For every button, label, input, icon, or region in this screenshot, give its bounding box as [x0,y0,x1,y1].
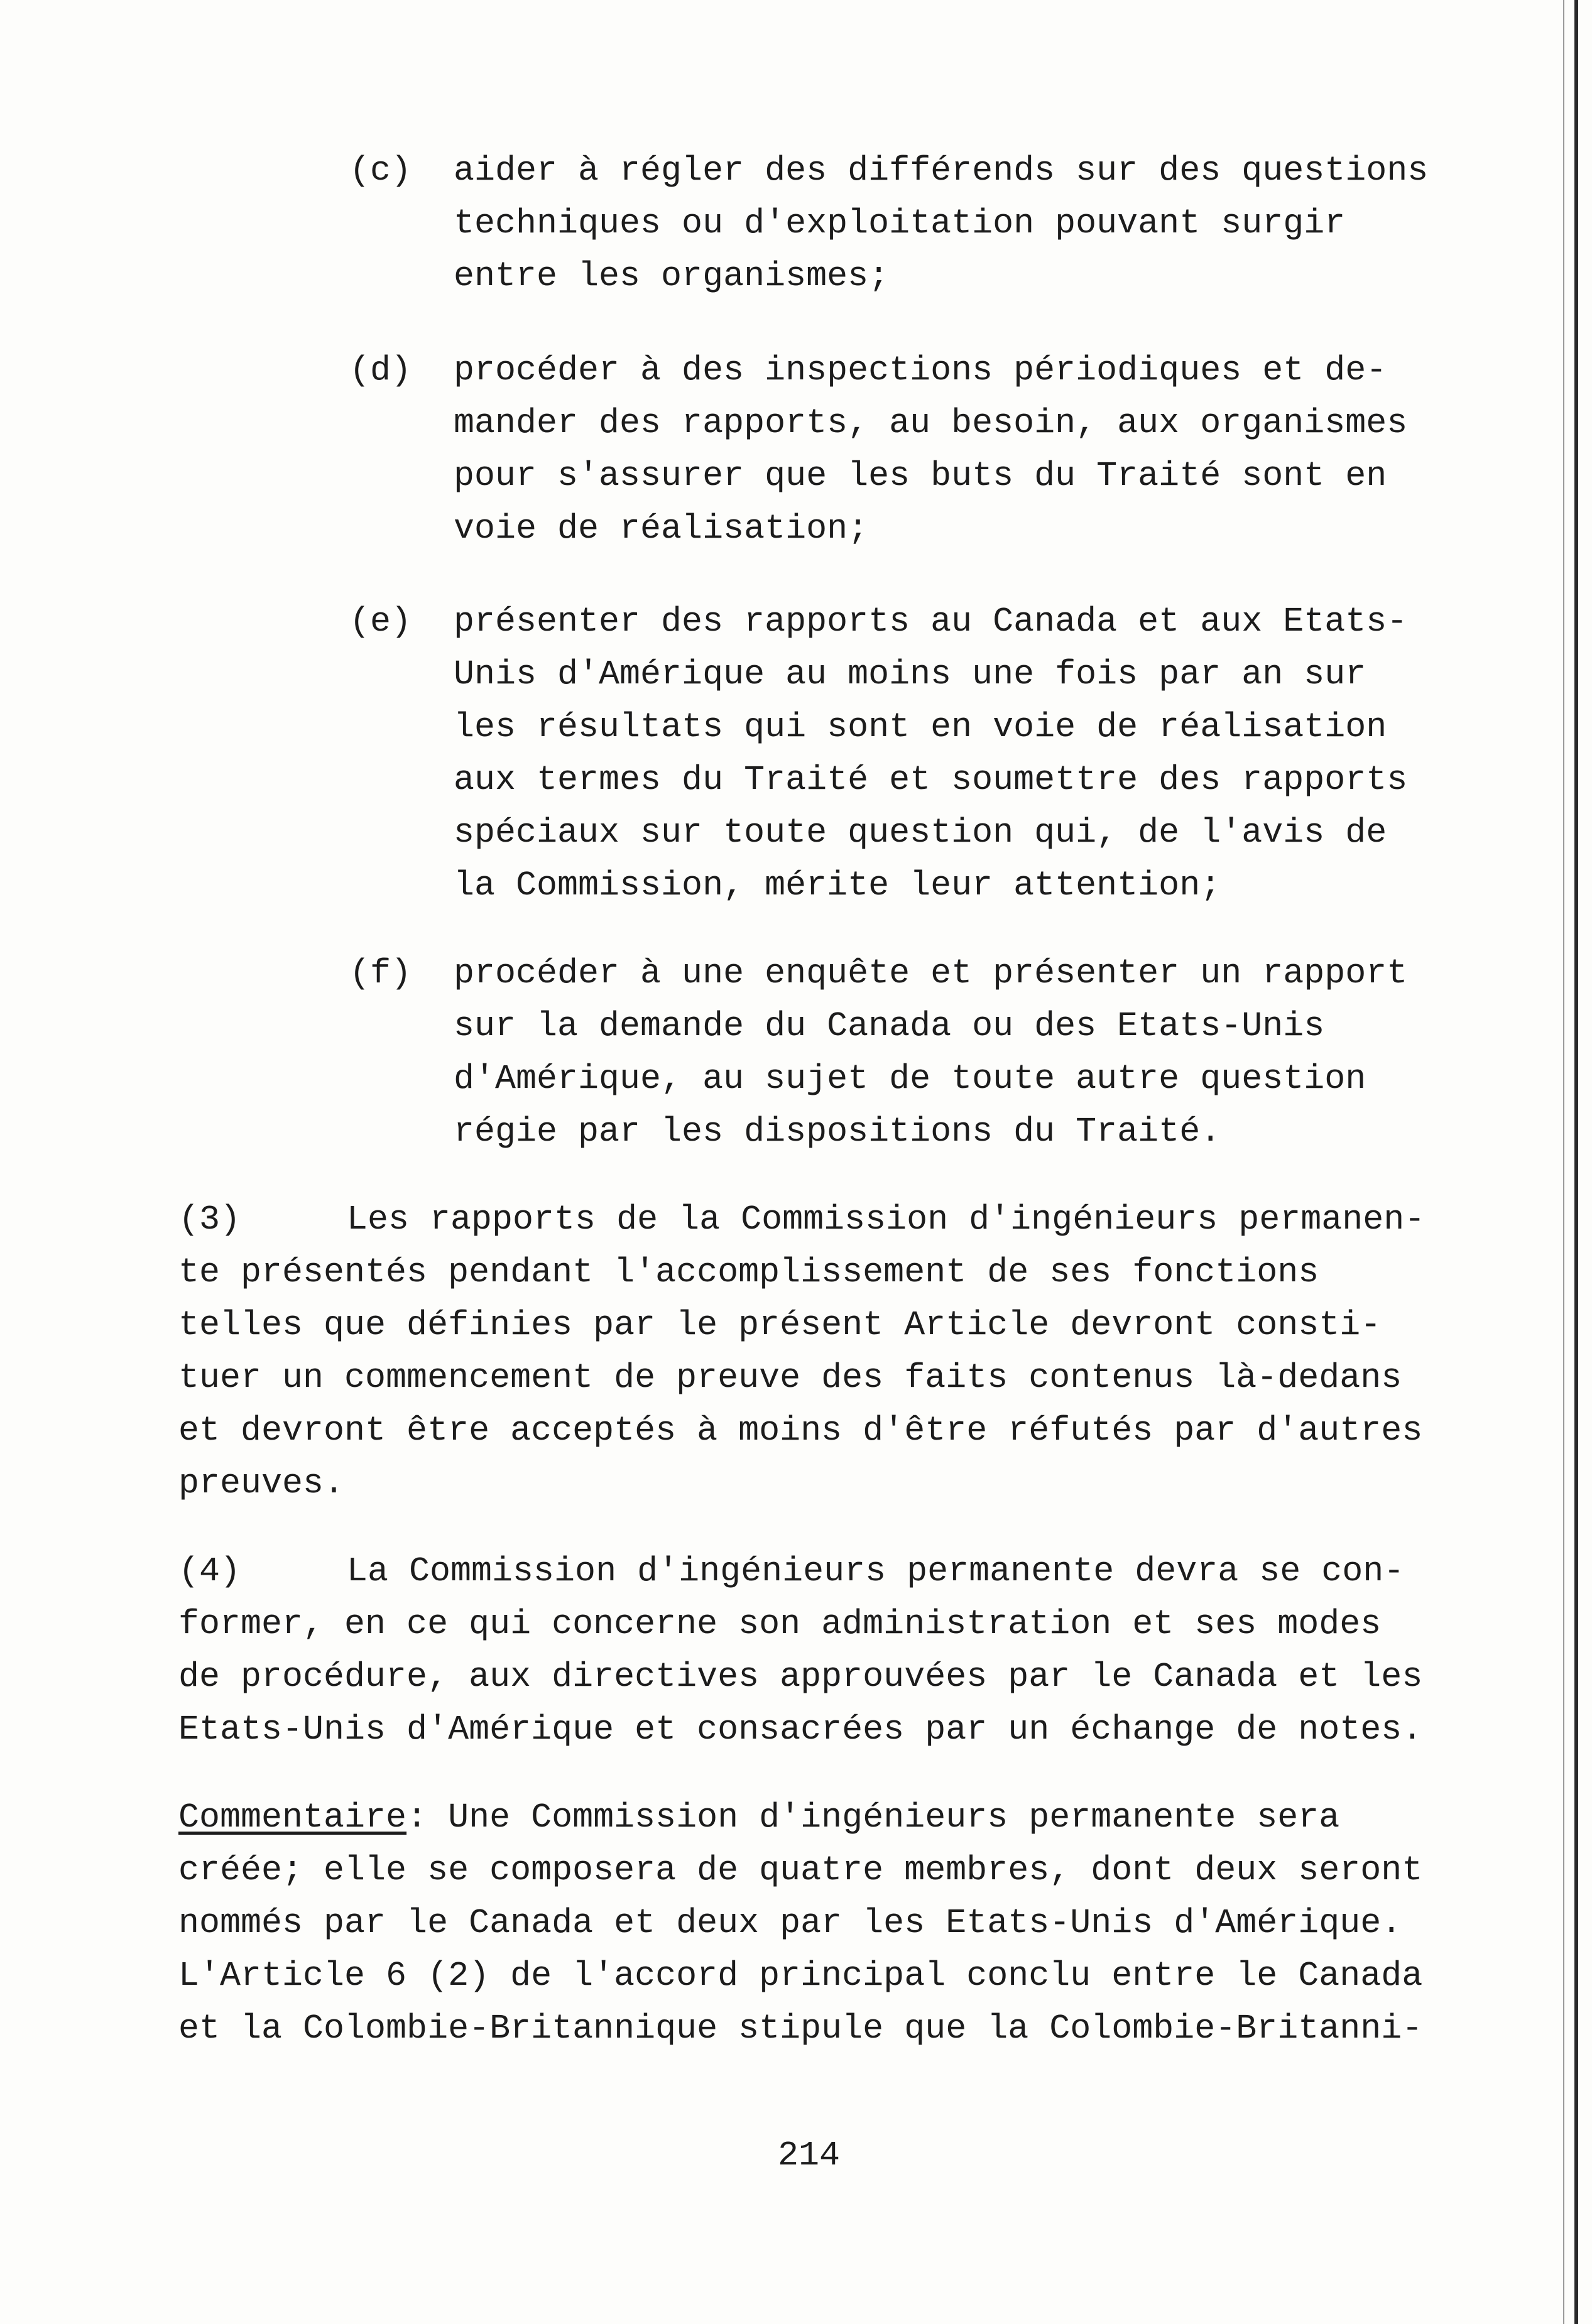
paragraph-3-line-4: tuer un commencement de preuve des faits contenus là-dedans [178,1358,1402,1398]
item-d-marker: (d) [349,350,412,390]
paragraph-4-line-1: La Commission d'ingénieurs permanente devra se con- [347,1551,1405,1591]
item-d-line-2: mander des rapports, au besoin, aux organismes [454,403,1408,443]
paragraph-4-marker: (4) [178,1551,241,1591]
commentary-line-4: L'Article 6 (2) de l'accord principal conclu entre le Canada [178,1956,1423,1995]
item-e-line-1: présenter des rapports au Canada et aux Etats- [454,602,1408,641]
item-c-line-1: aider à régler des différends sur des questions [454,151,1429,190]
paragraph-3-line-3: telles que définies par le présent Article devront consti- [178,1305,1382,1345]
item-e-line-6: la Commission, mérite leur attention; [454,866,1221,905]
paragraph-4-line-4: Etats-Unis d'Amérique et consacrées par un échange de notes. [178,1710,1423,1749]
item-f-marker: (f) [349,953,412,993]
commentary-label: Commentaire [178,1798,407,1837]
item-f-line-4: régie par les dispositions du Traité. [454,1112,1221,1151]
paragraph-3-line-2: te présentés pendant l'accomplissement de ses fonctions [178,1252,1319,1292]
item-f-line-3: d'Amérique, au sujet de toute autre question [454,1059,1366,1099]
item-d-line-4: voie de réalisation; [454,509,869,548]
paragraph-3-line-6: preuves. [178,1463,345,1503]
commentary-line-1 [178,1791,1339,1844]
item-c-marker: (c) [349,151,412,190]
item-e-line-3: les résultats qui sont en voie de réalisation [454,707,1387,747]
item-f-line-2: sur la demande du Canada ou des Etats-Unis [454,1006,1325,1046]
paragraph-4-line-3: de procédure, aux directives approuvées par le Canada et les [178,1657,1423,1697]
paragraph-3-marker: (3) [178,1200,241,1239]
commentary-first-text: Une Commission d'ingénieurs permanente sera [427,1798,1340,1837]
item-d-line-1: procéder à des inspections périodiques et de- [454,350,1387,390]
item-e-line-5: spéciaux sur toute question qui, de l'avis de [454,813,1387,852]
paragraph-3-line-5: et devront être acceptés à moins d'être réfutés par d'autres [178,1411,1423,1450]
commentary-line-2: créée; elle se composera de quatre membres, dont deux seront [178,1850,1423,1890]
item-c-line-3: entre les organismes; [454,256,890,296]
commentary-line-5: et la Colombie-Britannique stipule que la Colombie-Britanni- [178,2009,1423,2048]
page-number: 214 [778,2136,841,2175]
item-e-marker: (e) [349,602,412,641]
item-d-line-3: pour s'assurer que les buts du Traité sont en [454,456,1387,496]
item-e-line-4: aux termes du Traité et soumettre des rapports [454,760,1408,800]
item-f-line-1: procéder à une enquête et présenter un rapport [454,953,1408,993]
paragraph-4-line-2: former, en ce qui concerne son administration et ses modes [178,1604,1382,1644]
commentary-colon: : [406,1798,428,1837]
commentary-line-3: nommés par le Canada et deux par les Etats-Unis d'Amérique. [178,1903,1402,1943]
item-e-line-2: Unis d'Amérique au moins une fois par an sur [454,654,1366,694]
paragraph-3-line-1: Les rapports de la Commission d'ingénieurs permanen- [347,1200,1426,1239]
item-c-line-2: techniques ou d'exploitation pouvant surgir [454,204,1346,243]
